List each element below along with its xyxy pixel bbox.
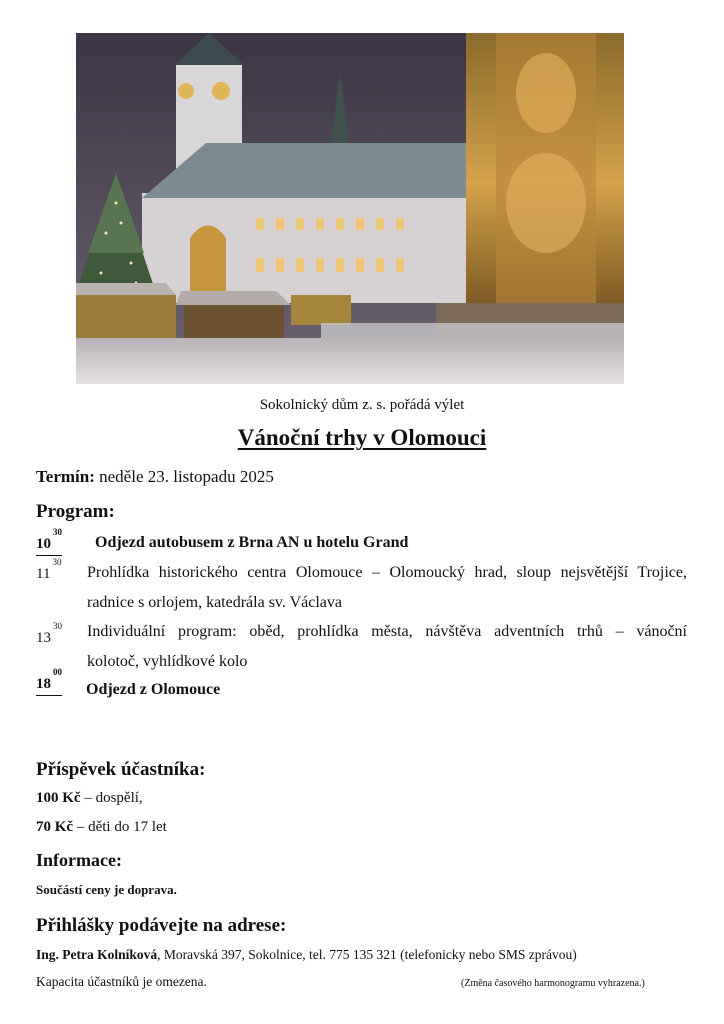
info-heading: Informace: (36, 850, 122, 870)
term-value: neděle 23. listopadu 2025 (99, 467, 274, 486)
schedule-change-note: (Změna časového harmonogramu vyhrazena.) (461, 978, 645, 989)
program-time-hour: 13 (36, 630, 51, 646)
program-time-minute: 30 (53, 527, 62, 537)
fee-adult (36, 790, 143, 807)
term-label: Termín: (36, 467, 95, 486)
fee-child-price: 70 Kč (36, 819, 74, 835)
fee-adult-label: – dospělí, (84, 790, 143, 806)
program-heading: Program: (36, 501, 115, 522)
program-item-text: radnice s orlojem, katedrála sv. Václava (87, 594, 342, 611)
program-item-2 (87, 558, 687, 618)
program-item-text: kolotoč, vyhlídkové kolo (87, 653, 248, 670)
capacity-note: Kapacita účastníků je omezena. (36, 974, 207, 989)
program-time-hour: 18 (36, 676, 51, 692)
contact-details: , Moravská 397, Sokolnice, tel. 775 135 321 (telefonicky nebo SMS zprávou) (157, 947, 577, 962)
registration-contact (36, 947, 577, 963)
program-item-text: Individuální program: oběd, prohlídka města, návštěva adventních trhů – vánoční (87, 623, 687, 640)
program-item-1: Odjezd autobusem z Brna AN u hotelu Grand (95, 534, 409, 551)
program-time-3 (36, 621, 62, 647)
registration-heading: Přihlášky podávejte na adrese: (36, 915, 287, 936)
program-time-4 (36, 667, 62, 696)
term-line (36, 467, 274, 487)
program-item-text: Prohlídka historického centra Olomouce – Olomoucký hrad, sloup nejsvětější Trojice, (87, 564, 687, 581)
program-time-hour: 11 (36, 566, 51, 582)
program-time-1 (36, 527, 62, 556)
program-item-4: Odjezd z Olomouce (86, 681, 221, 698)
program-time-minute: 30 (53, 621, 62, 631)
program-time-hour: 10 (36, 536, 51, 552)
fee-adult-price: 100 Kč (36, 790, 81, 806)
fee-child-label: – děti do 17 let (76, 819, 167, 835)
fee-child (36, 819, 167, 836)
info-text: Součástí ceny je doprava. (36, 882, 177, 897)
program-time-2 (36, 557, 62, 583)
christmas-market-photo (76, 33, 624, 384)
program-time-minute: 30 (52, 557, 62, 567)
organizer-line: Sokolnický dům z. s. pořádá výlet (259, 397, 465, 413)
fee-heading: Příspěvek účastníka: (36, 759, 206, 780)
contact-name: Ing. Petra Kolníková (36, 947, 158, 962)
program-item-3 (87, 617, 687, 677)
program-time-minute: 00 (53, 667, 62, 677)
page-title: Vánoční trhy v Olomouci (237, 425, 487, 450)
